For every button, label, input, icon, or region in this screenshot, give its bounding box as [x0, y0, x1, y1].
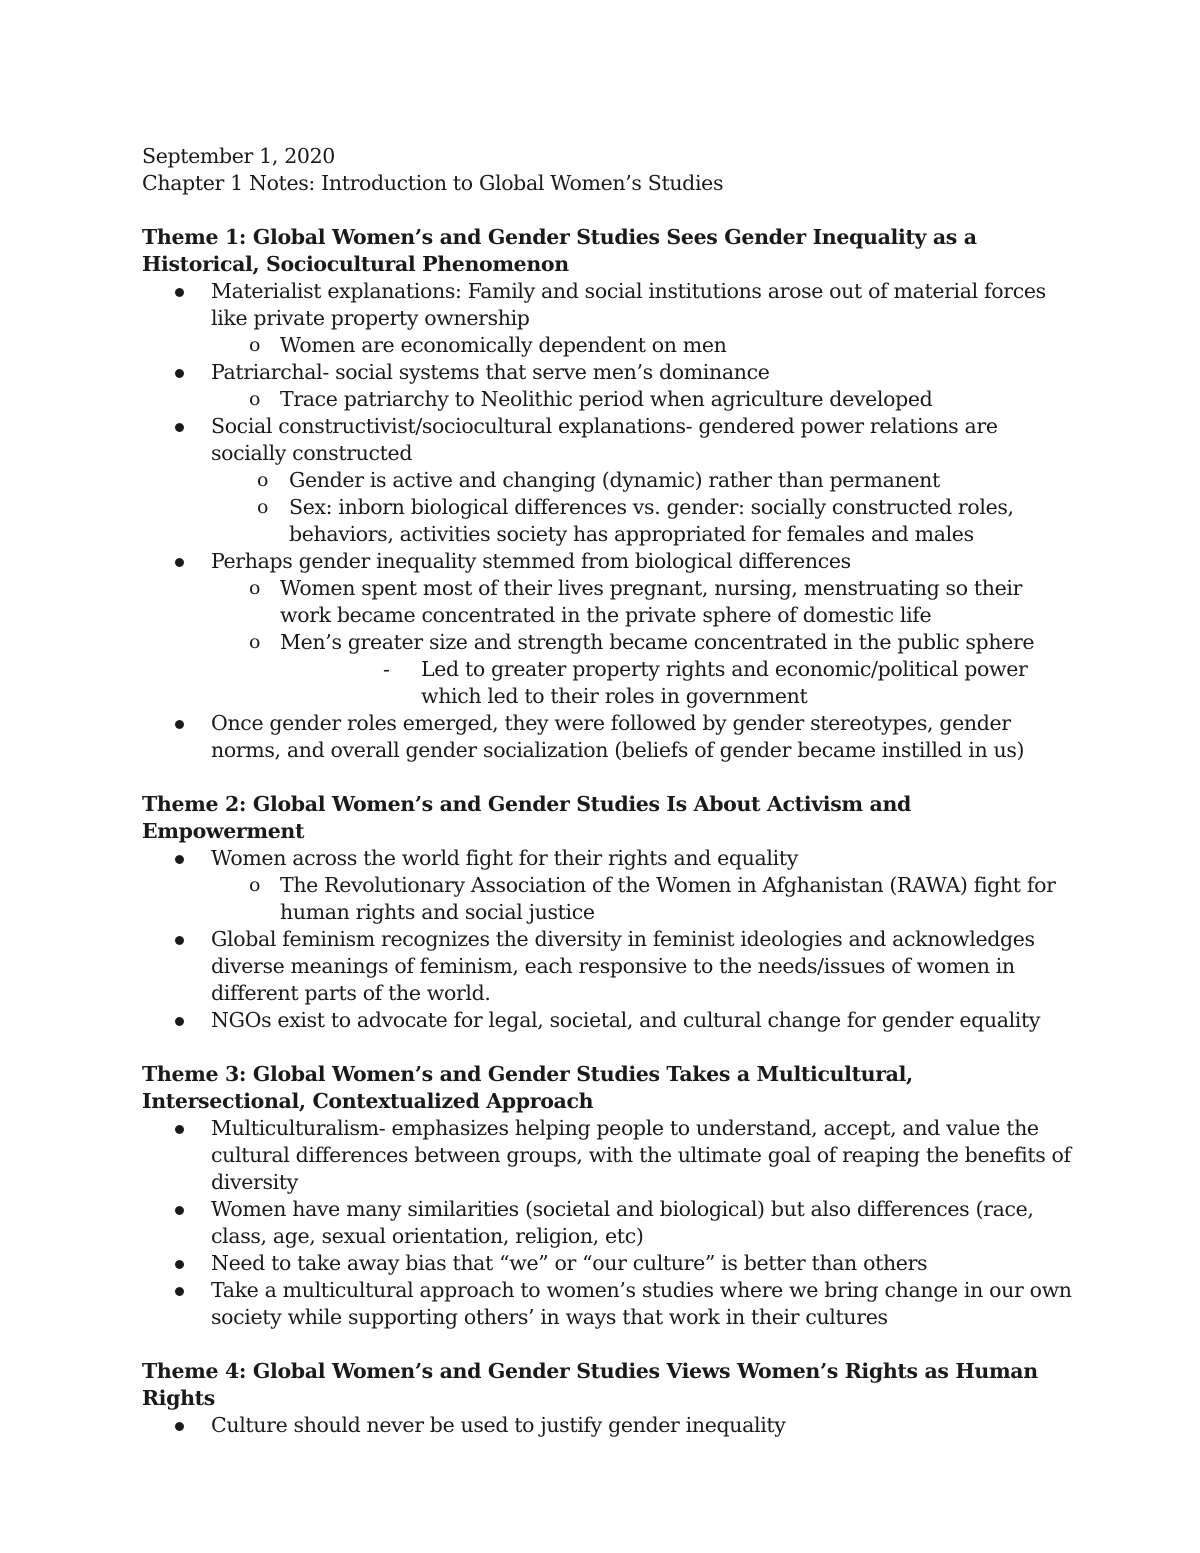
- bullet-list: [142, 278, 1072, 764]
- list-item-text: Women have many similarities (societal and biological) but also differences (race, class, age, sexual orientation, religion, etc): [211, 1197, 1034, 1248]
- theme-heading: Theme 2: Global Women’s and Gender Studies Is About Activism and Empowerment: [142, 792, 912, 843]
- list-item-text: Culture should never be used to justify gender inequality: [211, 1413, 786, 1437]
- bullet-dot-icon: [175, 288, 184, 297]
- list-item-text: Women across the world fight for their rights and equality: [211, 846, 798, 870]
- list-item-text: Multiculturalism- emphasizes helping people to understand, accept, and value the cultural differences between groups, with the ultimate goal of reaping the benefits of diversity: [211, 1116, 1071, 1194]
- document-page: [142, 143, 1072, 1439]
- list-item: [142, 845, 1072, 926]
- sub-list-item-text: Women spent most of their lives pregnant, nursing, menstruating so their work became concentrated in the private sphere of domestic life: [280, 576, 1023, 627]
- list-item-text: NGOs exist to advocate for legal, societal, and cultural change for gender equality: [211, 1008, 1041, 1032]
- sub-list-item: [211, 332, 1072, 359]
- sub-list-item: [211, 872, 1072, 926]
- theme-heading: Theme 1: Global Women’s and Gender Studies Sees Gender Inequality as a Historical, Sociocultural Phenomenon: [142, 225, 977, 276]
- sub-bullet-list: [211, 332, 1072, 359]
- bullet-dot-icon: [175, 1206, 184, 1215]
- list-item: [142, 710, 1072, 764]
- sub-list-item: [211, 575, 1072, 629]
- themes-container: [142, 224, 1072, 1439]
- list-item: [142, 1115, 1072, 1196]
- bullet-dot-icon: [175, 423, 184, 432]
- list-item: [142, 278, 1072, 359]
- document-date: September 1, 2020: [142, 144, 335, 168]
- sub-list-item-text: Men’s greater size and strength became concentrated in the public sphere: [280, 630, 1035, 654]
- bullet-dot-icon: [175, 855, 184, 864]
- list-item: [142, 1277, 1072, 1331]
- list-item: [142, 1250, 1072, 1277]
- bullet-dot-icon: [175, 1287, 184, 1296]
- circle-bullet-icon: o: [249, 388, 261, 410]
- sub-bullet-list: [211, 575, 1072, 710]
- list-item: [142, 926, 1072, 1007]
- list-item-text: Social constructivist/sociocultural explanations- gendered power relations are socially constructed: [211, 414, 998, 465]
- list-item: [142, 1196, 1072, 1250]
- circle-bullet-icon: o: [257, 496, 269, 518]
- list-item: [142, 1007, 1072, 1034]
- list-item-text: Patriarchal- social systems that serve men’s dominance: [211, 360, 770, 384]
- bullet-list: [142, 1412, 1072, 1439]
- list-item-text: Need to take away bias that “we” or “our culture” is better than others: [211, 1251, 928, 1275]
- sub-list-item-text: Gender is active and changing (dynamic) rather than permanent: [289, 468, 940, 492]
- sub-list-item: [211, 386, 1072, 413]
- document-title: Chapter 1 Notes: Introduction to Global Women’s Studies: [142, 171, 724, 195]
- sub-list-item-text: Women are economically dependent on men: [280, 333, 727, 357]
- theme-section: [142, 791, 1072, 1034]
- list-item-text: Perhaps gender inequality stemmed from biological differences: [211, 549, 851, 573]
- bullet-dot-icon: [175, 1260, 184, 1269]
- bullet-dot-icon: [175, 1422, 184, 1431]
- list-item-text: Once gender roles emerged, they were followed by gender stereotypes, gender norms, and overall gender socialization (beliefs of gender became instilled in us): [211, 711, 1025, 762]
- sub-bullet-list: [211, 872, 1072, 926]
- sub-list-item-text: The Revolutionary Association of the Women in Afghanistan (RAWA) fight for human rights and social justice: [280, 873, 1056, 924]
- theme-section: [142, 1358, 1072, 1439]
- theme-section: [142, 224, 1072, 764]
- bullet-dot-icon: [175, 1017, 184, 1026]
- sub-bullet-list: [211, 386, 1072, 413]
- theme-heading: Theme 3: Global Women’s and Gender Studies Takes a Multicultural, Intersectional, Contextualized Approach: [142, 1062, 913, 1113]
- sub-sub-list-item-text: Led to greater property rights and economic/political power which led to their roles in government: [421, 657, 1028, 708]
- list-item: [142, 413, 1072, 548]
- sub-list-item: [211, 467, 1072, 494]
- sub-sub-bullet-list: [341, 656, 1072, 710]
- circle-bullet-icon: o: [249, 874, 261, 896]
- dash-bullet-icon: -: [383, 657, 390, 681]
- sub-list-item: [211, 494, 1072, 548]
- sub-bullet-list: [211, 467, 1072, 548]
- sub-list-item: [211, 629, 1072, 710]
- sub-list-item-text: Sex: inborn biological differences vs. gender: socially constructed roles, behaviors, activities society has appropriated for females and males: [289, 495, 1014, 546]
- bullet-dot-icon: [175, 369, 184, 378]
- list-item: [142, 1412, 1072, 1439]
- list-item-text: Materialist explanations: Family and social institutions arose out of material forces like private property ownership: [211, 279, 1046, 330]
- bullet-list: [142, 845, 1072, 1034]
- theme-heading: Theme 4: Global Women’s and Gender Studies Views Women’s Rights as Human Rights: [142, 1359, 1038, 1410]
- bullet-dot-icon: [175, 1125, 184, 1134]
- bullet-dot-icon: [175, 558, 184, 567]
- circle-bullet-icon: o: [249, 631, 261, 653]
- list-item-text: Global feminism recognizes the diversity in feminist ideologies and acknowledges diverse meanings of feminism, each responsive to the needs/issues of women in different parts of the world.: [211, 927, 1035, 1005]
- list-item: [142, 359, 1072, 413]
- bullet-dot-icon: [175, 720, 184, 729]
- bullet-dot-icon: [175, 936, 184, 945]
- sub-sub-list-item: [341, 656, 1072, 710]
- list-item-text: Take a multicultural approach to women’s studies where we bring change in our own society while supporting others’ in ways that work in their cultures: [211, 1278, 1072, 1329]
- theme-section: [142, 1061, 1072, 1331]
- bullet-list: [142, 1115, 1072, 1331]
- sub-list-item-text: Trace patriarchy to Neolithic period when agriculture developed: [280, 387, 933, 411]
- circle-bullet-icon: o: [257, 469, 269, 491]
- circle-bullet-icon: o: [249, 334, 261, 356]
- list-item: [142, 548, 1072, 710]
- circle-bullet-icon: o: [249, 577, 261, 599]
